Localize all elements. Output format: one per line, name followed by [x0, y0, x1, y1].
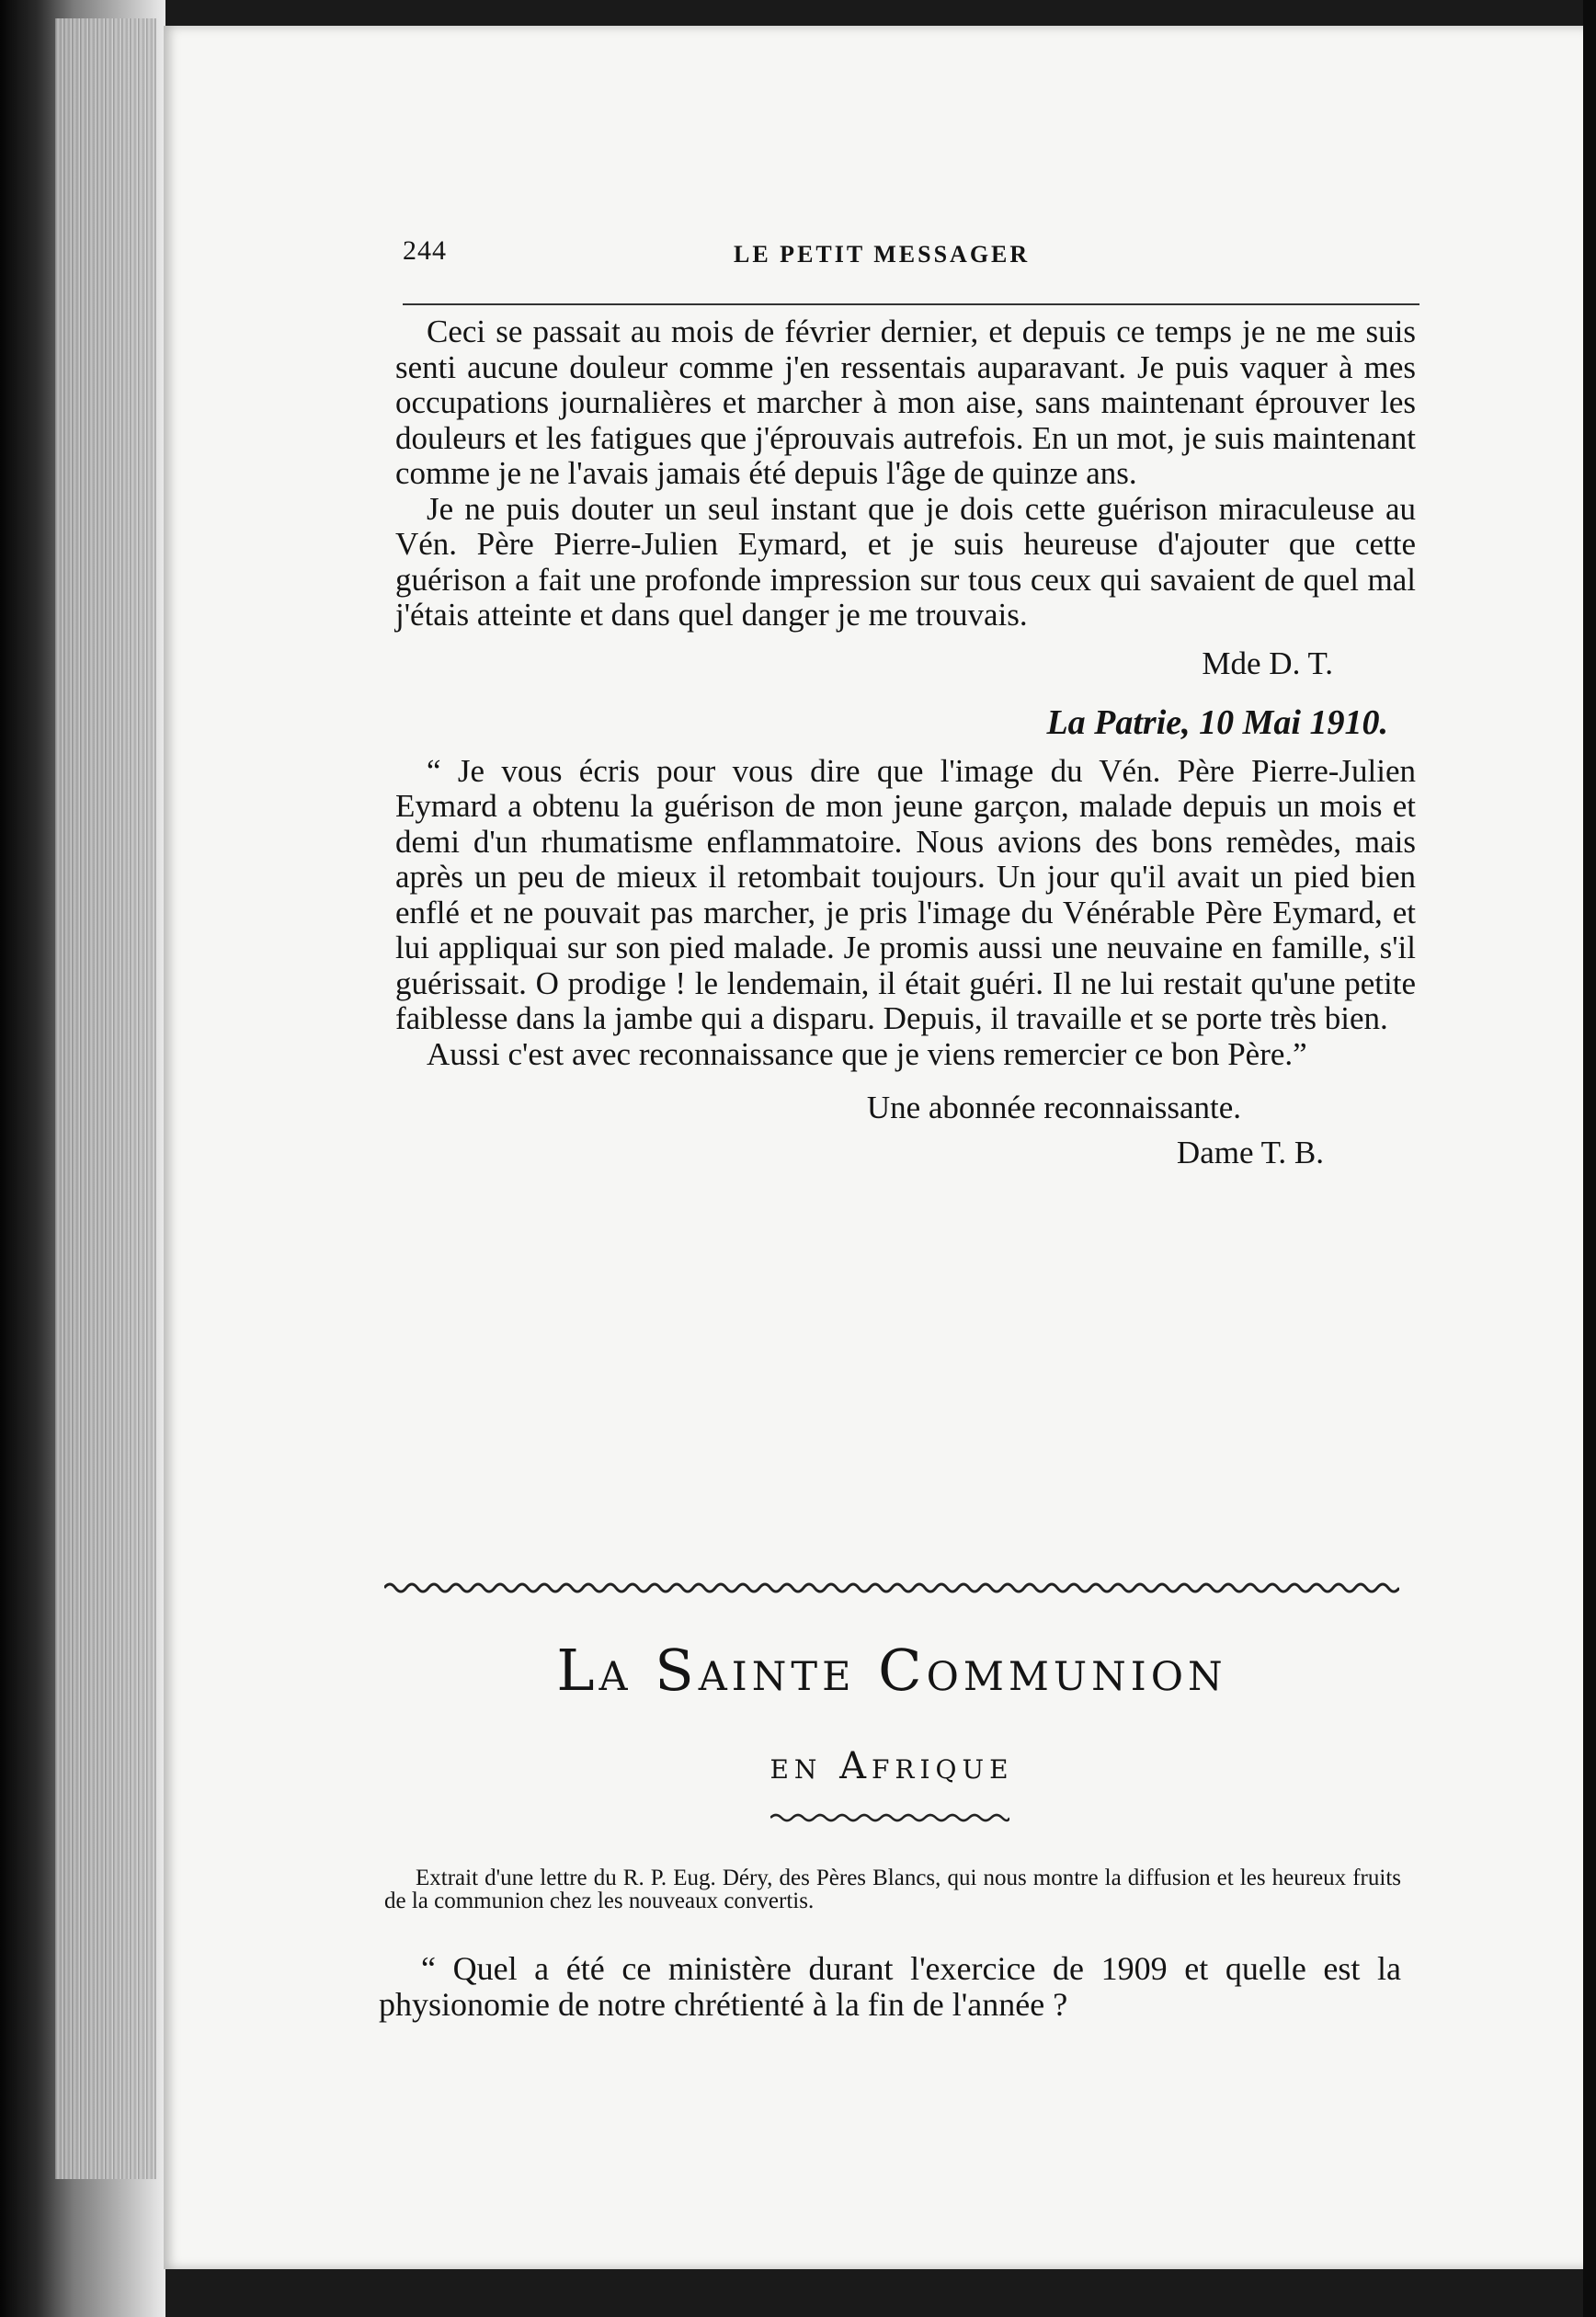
signature-mde-dt: Mde D. T.: [1202, 645, 1333, 681]
running-head: [403, 235, 1414, 281]
paragraph-3: “ Je vous écris pour vous dire que l'image du Vén. Père Pierre-Julien Eymard a obtenu la guérison de mon jeune garçon, malade depuis un mois et demi d'un rhumatisme enflammatoire. Nous avions des bons remèdes, mais après un peu de mieux il retombait toujours. Un jour qu'il avait un pied bien enflé et ne pouvait pas marcher, je pris l'image du Vénérable Père Eymard, et lui appliquai sur son pied malade. Je promis aussi une neuvaine en famille, s'il guérissait. O prodige ! le lendemain, il était guéri. Il ne lui restait qu'une petite faiblesse dans la jambe qui a disparu. Depuis, il travaille et se porte très bien.: [395, 752, 1416, 1036]
page-number: 244: [403, 235, 447, 266]
running-title: LE PETIT MESSAGER: [734, 241, 1031, 268]
paragraph-2: Je ne puis douter un seul instant que je dois cette guérison miraculeuse au Vén. Père Pierre-Julien Eymard, et je suis heureuse d'ajouter que cette guérison a fait une profonde impression sur tous ceux qui savaient de quel mal j'étais atteinte et dans quel danger je me trouvais.: [395, 490, 1416, 633]
paragraph-4: Aussi c'est avec reconnaissance que je viens remercier ce bon Père.”: [427, 1035, 1307, 1072]
section-title: La Sainte Communion: [556, 1637, 1227, 1704]
opening-paragraph: “ Quel a été ce ministère durant l'exercice de 1909 et quelle est la physionomie de notre chrétienté à la fin de l'année ?: [379, 1950, 1401, 2023]
paragraph-1: Ceci se passait au mois de février dernier, et depuis ce temps je ne me suis senti aucune douleur comme j'en ressentais auparavant. Je puis vaquer à mes occupations journalières et marcher à mon aise, sans maintenant éprouver les douleurs et les fatigues que j'éprouvais autrefois. En un mot, je suis maintenant comme je ne l'avais jamais été depuis l'âge de quinze ans.: [395, 314, 1416, 491]
page-stack-edges: [55, 18, 156, 2179]
section-subtitle: en Afrique: [770, 1745, 1014, 1787]
article-body: [395, 314, 1416, 1170]
small-wavy-divider: [770, 1811, 1009, 1824]
scan-border-right: [1583, 0, 1596, 2317]
source-citation: La Patrie, 10 Mai 1910.: [1046, 703, 1388, 742]
signature-abonnee: Une abonnée reconnaissante.: [866, 1090, 1241, 1125]
wavy-divider: [384, 1578, 1399, 1598]
header-rule: [403, 303, 1419, 305]
intro-note: Extrait d'une lettre du R. P. Eug. Déry, des Pères Blancs, qui nous montre la diffusion et les heureux fruits de la communion chez les nouveaux convertis.: [384, 1866, 1401, 1913]
signature-dame-tb: Dame T. B.: [1176, 1134, 1324, 1170]
